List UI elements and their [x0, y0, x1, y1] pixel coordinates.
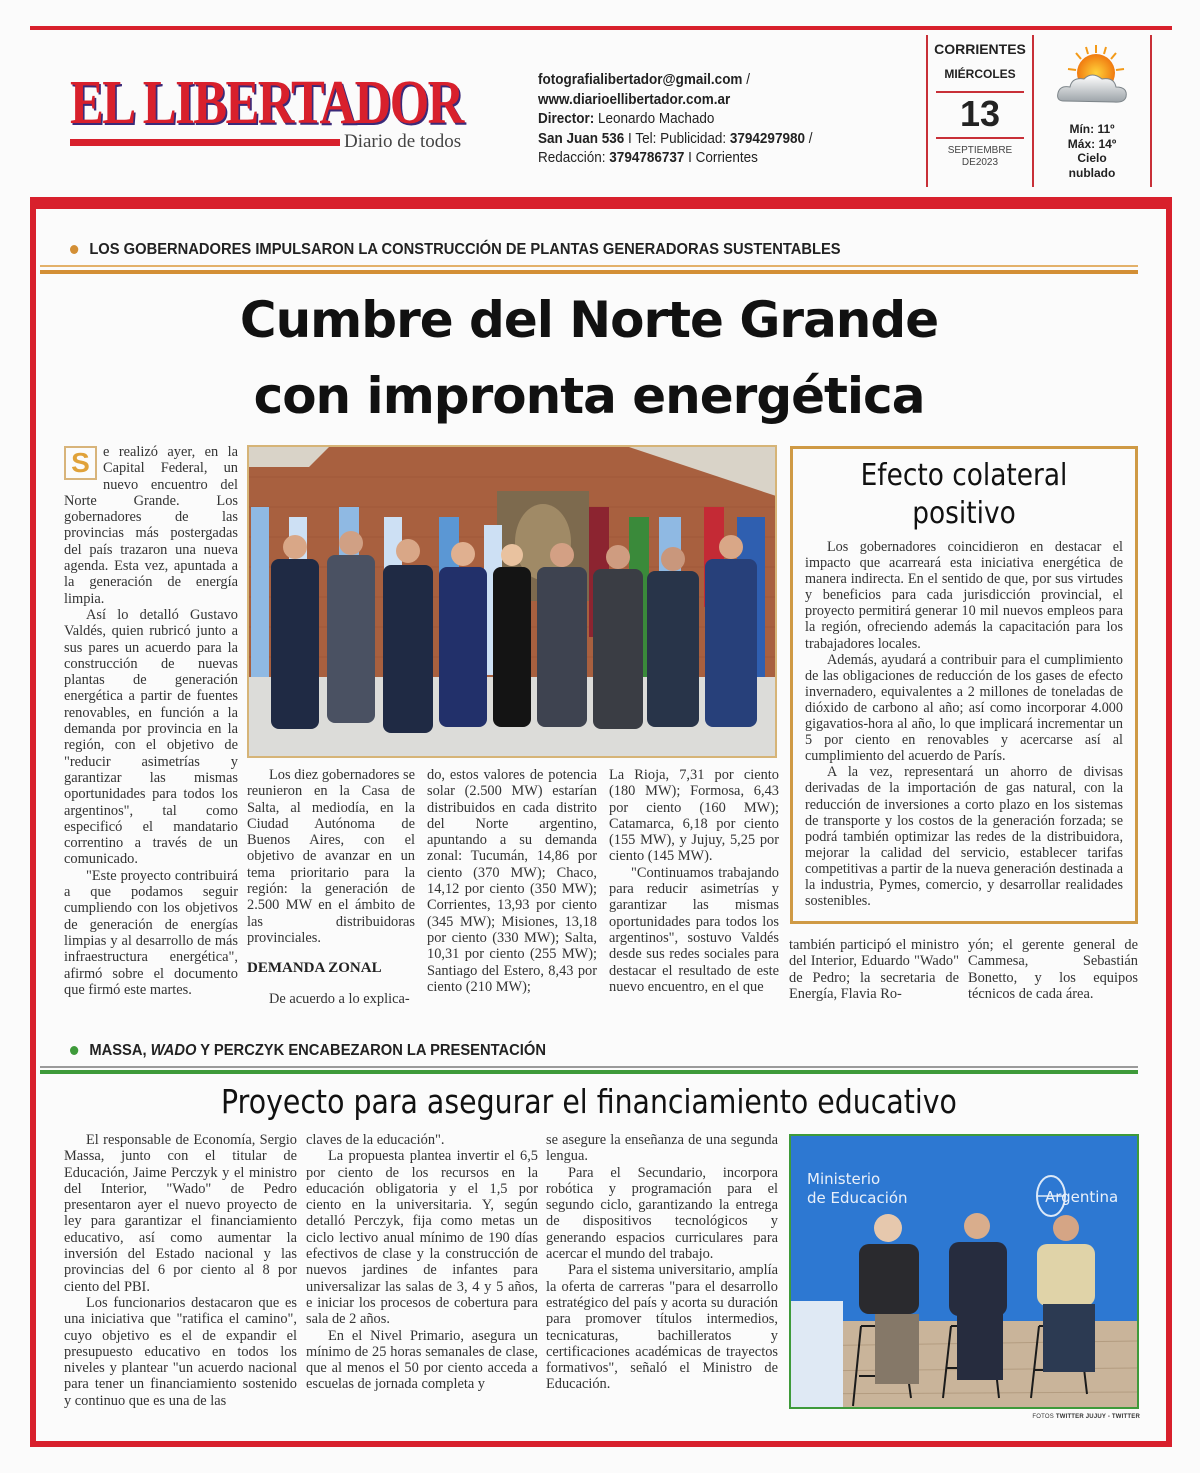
sidebar-title — [824, 457, 1104, 533]
education-ministry-photo[interactable] — [789, 1134, 1139, 1409]
address: San Juan 536 — [538, 129, 625, 147]
kicker-text: Y PERCZYK ENCABEZARON LA PRESENTACIÓN — [196, 1042, 546, 1059]
contact-city: Corrientes — [695, 149, 758, 166]
temp-max: Máx: 14º — [1067, 136, 1117, 151]
partly-cloudy-icon — [1052, 43, 1132, 109]
newspaper-logo[interactable]: EL LIBERTADOR — [70, 69, 463, 137]
credit-source: TWITTER JUJUY - TWITTER — [1055, 1414, 1140, 1420]
governors-photo[interactable] — [247, 445, 777, 758]
credit-label: FOTOS — [1032, 1414, 1056, 1420]
banner-text: Ministerio — [807, 1170, 881, 1188]
bottom-rule — [30, 1441, 1172, 1447]
paragraph: también participó el ministro del Interior, Eduardo "Wado" de Pedro; la secretaria de Energía, Flavia Ro- — [789, 937, 959, 1002]
kicker-text: MASSA, — [89, 1042, 151, 1059]
logo-underline — [70, 139, 340, 146]
director-label: Director: — [538, 110, 595, 127]
article2-column-1 — [64, 1132, 297, 1409]
paragraph: Así lo detalló Gustavo Valdés, quien rubricó junto a sus pares un acuerdo para la construcción de nuevas plantas de generación energética a partir de fuentes renovables, en función a la demanda por provincia en la región, con el objetivo de "reducir asimetrías y garantizar las mismas oportunidades para todos los argentinos", tal como especificó el mandatario correntino a través de un comunicado. — [64, 606, 238, 868]
article1-kicker — [70, 241, 841, 259]
separator: I — [688, 149, 692, 166]
director-name: Leonardo Machado — [598, 110, 715, 127]
paragraph: "Este proyecto contribuirá a que podamos seguir cumpliendo con los objetivos de generación de energías limpias y al desarrollo de más infraestructura energética", afirmó sobre el documento que firmó este martes. — [64, 867, 238, 998]
article1-column-1 — [64, 444, 238, 998]
weather-condition-1: Cielo — [1077, 151, 1107, 165]
paragraph: yón; el gerente general de Cammesa, Sebastián Bonetto, y los equipos técnicos de cada área. — [968, 937, 1138, 1002]
website-link[interactable]: www.diarioellibertador.com.ar — [538, 90, 731, 108]
paragraph: A la vez, representará un ahorro de divisas derivadas de la importación de gas natural, con la reducción de inversiones a corto plazo en los sistemas de transporte y los costos de la generación forzada; se podrá también optimizar las redes de la distribuidora, mejorar la calidad del servicio, establecer tarifas competitivas a partir de la nueva generación destinada a la industria, Pymes, comercio, y desarrollar realidades sostenibles. — [805, 764, 1123, 910]
subhead-demanda-zonal: DEMANDA ZONAL — [247, 960, 382, 977]
date-year: DE2023 — [961, 157, 999, 168]
bullet-icon — [70, 1046, 78, 1055]
date-day: 13 — [959, 93, 1001, 134]
banner-ministerio — [807, 1170, 908, 1208]
date-weekday: MIÉRCOLES — [944, 67, 1016, 81]
paragraph: El responsable de Economía, Sergio Massa, junto con el titular de Educación, Jaime Perczyk y el ministro del Interior, "Wado" de Pedro presentaron ayer el nuevo proyecto de ley para garantizar el financiamiento educativo, así como aumentar la inversión del Estado nacional y las provincias del 6 por ciento al 8 por ciento del PBI. — [64, 1132, 297, 1295]
article1-column-5 — [789, 937, 959, 1002]
paragraph: Los funcionarios destacaron que es una iniciativa que "ratifica el camino", cuyo objetivo es el de expandir el presupuesto educativo en todos los niveles y plantear "un acuerdo nacional para tener un financiamiento sostenido y continuo que es una de las — [64, 1294, 297, 1409]
dropcap: S — [64, 446, 97, 480]
headline-line1: Cumbre del Norte Grande — [239, 291, 939, 349]
top-rule — [30, 26, 1172, 30]
email-link[interactable]: fotografialibertador@gmail.com — [538, 71, 743, 88]
tel-label: Tel: Publicidad: — [635, 129, 727, 147]
article1-column-2 — [247, 767, 415, 1007]
divider — [40, 270, 1138, 274]
article2-kicker — [70, 1042, 546, 1060]
divider — [40, 265, 1138, 267]
newsroom-label: Redacción: — [538, 149, 606, 166]
article2-column-3 — [546, 1132, 778, 1393]
governors-photo-image — [249, 447, 777, 758]
paragraph: La Rioja, 7,31 por ciento (180 MW); Formosa, 6,43 por ciento (160 MW); Catamarca, 6,18 por ciento (155 MW), y Jujuy, 5,25 por ciento (145 MW). — [609, 767, 779, 865]
paragraph: "Continuamos trabajando para reducir asimetrías y garantizar las mismas oportunidades para todos los argentinos", sostuvo Valdés desde sus redes sociales para destacar el resultado de este nuevo encuentro, en el que — [609, 864, 779, 995]
paragraph: claves de la educación". — [306, 1132, 445, 1148]
sidebar-title-line1: Efecto colateral — [860, 458, 1068, 493]
kicker-text: LOS GOBERNADORES IMPULSARON LA CONSTRUCCIÓN DE PLANTAS GENERADORAS SUSTENTABLES — [89, 241, 841, 258]
headline-line2: con impronta energética — [253, 367, 925, 425]
temp-min: Mín: 11º — [1069, 122, 1115, 136]
paragraph: se asegure la enseñanza de una segunda lengua. — [546, 1132, 778, 1165]
sidebar-title-line2: positivo — [912, 496, 1016, 531]
paragraph: e realizó ayer, en la Capital Federal, un nuevo encuentro del Norte Grande. Los gobernadores de las provincias más postergadas del país trazaron una nueva agenda. Esta vez, apuntada a la generación de energía limpia. — [64, 444, 238, 607]
date-box — [926, 35, 1034, 187]
paragraph: Los gobernadores coincidieron en destacar el impacto que acarreará esta iniciativa energética de manera indirecta. En el sentido de que, por sus virtudes y beneficios para cada jurisdicción provincial, el proyecto permitirá generar 10 mil nuevos empleos para la región, ofreciendo además la capacitación para los trabajadores locales. — [805, 539, 1123, 652]
paragraph: Los diez gobernadores se reunieron en la Casa de Salta, al mediodía, en la Ciudad Autónoma de Buenos Aires, con el objetivo de avanzar en un tema prioritario para la región: la generación de 2.500 MW en el ámbito de las distribuidoras provinciales. — [247, 767, 415, 946]
article1-headline[interactable] — [40, 282, 1138, 434]
paragraph: La propuesta plantea invertir el 6,5 por ciento de los recursos en la educación obligatoria y el 1,5 por ciento en la universitaria. Y, según detalló Perczyk, fija como metas un ciclo lectivo anual mínimo de 190 días efectivos de clase y la construcción de nuevos jardines de infantes para universalizar las salas de 3, 4 y 5 años, e iniciar los procesos de cobertura para sala de 2 años. — [306, 1148, 538, 1328]
kicker-emphasis: WADO — [150, 1042, 197, 1059]
contact-block — [538, 70, 813, 168]
paragraph: Para el Secundario, incorpora robótica y programación para el segundo ciclo, garantizando la entrega de dispositivos tecnológicos y generando espacios curriculares para acercar el mundo del trabajo. — [546, 1164, 778, 1263]
divider — [40, 1070, 1138, 1074]
bullet-icon — [70, 245, 78, 254]
article1-column-4 — [609, 767, 779, 995]
weather-condition-2: nublado — [1068, 165, 1116, 180]
tel-ads: 3794297980 — [729, 129, 805, 147]
newsroom-phone: 3794786737 — [609, 149, 685, 166]
divider — [936, 137, 1024, 139]
banner-argentina: Argentina — [1045, 1188, 1119, 1206]
paragraph: do, estos valores de potencia solar (2.500 MW) estarían distribuidos en cada distrito del Norte argentino, apuntando a su demanda zonal: Tucumán, 14,86 por ciento (370 MW); Chaco, 14,12 por ciento (350 MW); Corrientes, 13,93 por ciento (345 MW); Misiones, 13,18 por ciento (330 MW); Salta, 10,31 por ciento (255 MW); Santiago del Estero, 8,43 por ciento (210 MW); — [427, 767, 597, 995]
tagline: Diario de todos — [344, 131, 462, 152]
separator: / — [746, 71, 750, 88]
article1-column-6 — [968, 937, 1138, 1002]
article1-column-3 — [427, 767, 597, 995]
paragraph: En el Nivel Primario, asegura un mínimo de 25 horas semanales de clase, que al menos el 50 por ciento acceda a escuelas de jornada completa y — [306, 1327, 538, 1393]
article2-column-2 — [306, 1132, 538, 1393]
divider — [40, 1066, 1138, 1068]
separator: / — [808, 129, 813, 147]
weather-box — [1034, 35, 1152, 187]
separator: I — [628, 129, 632, 147]
banner-text: de Educación — [807, 1189, 908, 1207]
article2-headline[interactable]: Proyecto para asegurar el financiamiento educativo — [221, 1082, 957, 1121]
photo-credit — [940, 1414, 1140, 1420]
paragraph: De acuerdo a lo explica- — [269, 990, 410, 1007]
paragraph: Para el sistema universitario, amplía la oferta de carreras "para el desarrollo estratégico del país y acorta su duración para promover títulos intermedios, tecnicaturas, bachilleratos y certificaciones académicas de trayectos formativos", señaló el Ministro de Educación. — [546, 1262, 778, 1393]
date-city: CORRIENTES — [934, 41, 1026, 57]
sidebar-efecto-colateral — [790, 446, 1138, 924]
paragraph: Además, ayudará a contribuir para el cumplimiento de las obligaciones de reducción de los gases de efecto invernadero, equivalentes a 2 millones de toneladas de dióxido de carbono al año; así como incorporar 4.000 gigavatios-hora al año, lo que implicará incrementar un 5 por ciento en renovables y acercarse así al cumplimiento del acuerdo de París. — [805, 651, 1123, 765]
date-month: SEPTIEMBRE — [947, 145, 1013, 156]
